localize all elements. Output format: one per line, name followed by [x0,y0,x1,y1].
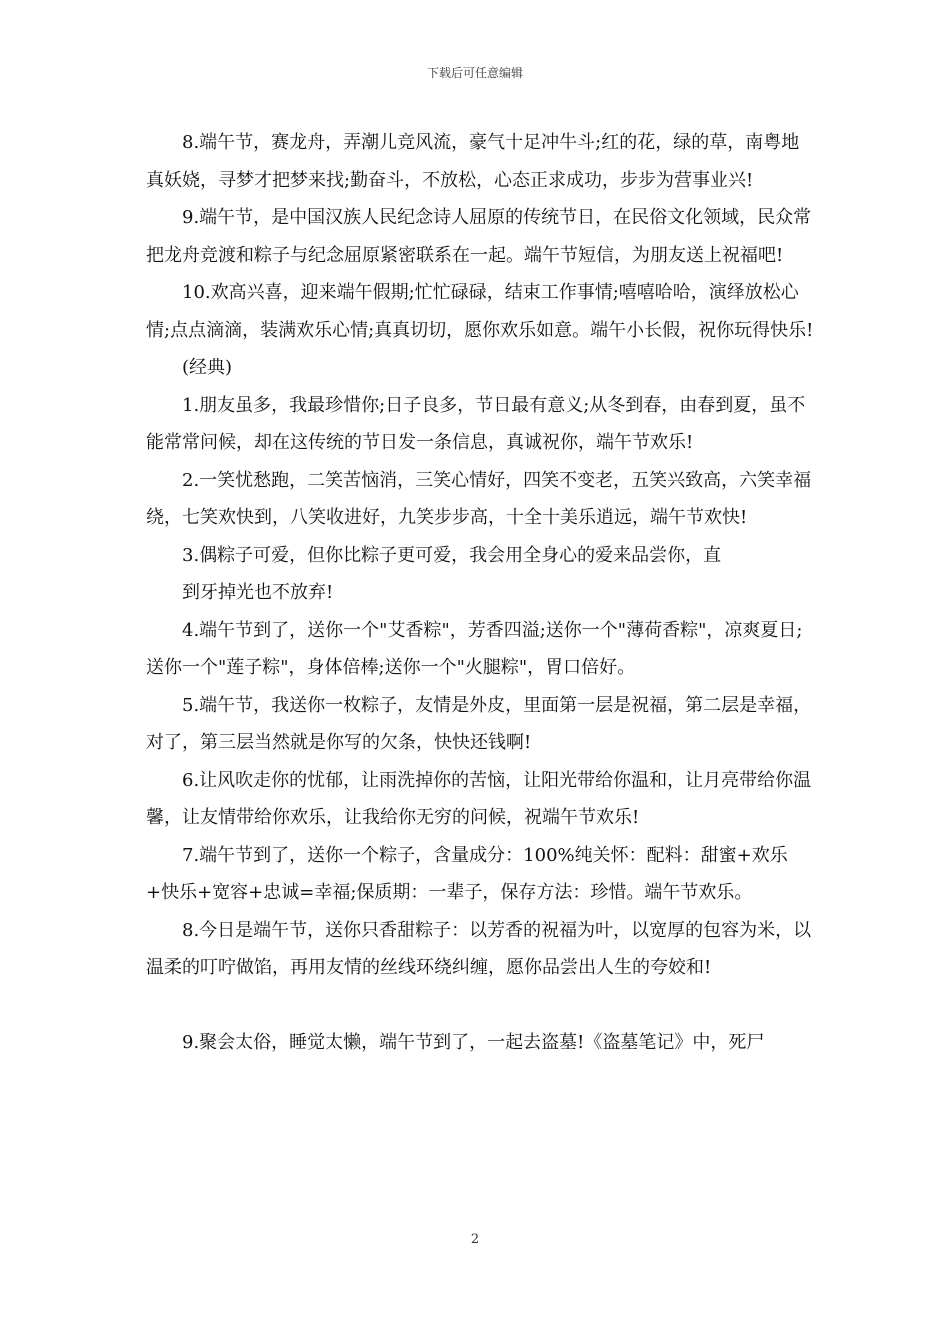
blank-line [146,987,814,1025]
paragraph: 3.偶粽子可爱，但你比粽子更可爱，我会用全身心的爱来品尝你，直 [182,544,722,566]
paragraph: 6.让风吹走你的忧郁，让雨洗掉你的苦恼，让阳光带给你温和，让月亮带给你温馨，让友情带给你欢乐，让我给你无穷的问候，祝端午节欢乐! [146,769,812,828]
paragraph: 8.端午节，赛龙舟，弄潮儿竞风流，豪气十足冲牛斗;红的花，绿的草，南粤地真妖娆，寻梦才把梦来找;勤奋斗，不放松，心态正求成功，步步为营事业兴! [146,132,800,191]
section-heading: (经典) [182,357,233,378]
paragraph: 4.端午节到了，送你一个"艾香粽"，芳香四溢;送你一个"薄荷香粽"，凉爽夏日;送你一个"莲子粽"，身体倍棒;送你一个"火腿粽"，胃口倍好。 [146,619,803,678]
paragraph: 到牙掉光也不放弃! [182,582,334,603]
paragraph: 9.聚会太俗，睡觉太懒，端午节到了，一起去盗墓!《盗墓笔记》中，死尸 [182,1032,765,1053]
page-number: 2 [470,1232,480,1247]
paragraph: 5.端午节，我送你一枚粽子，友情是外皮，里面第一层是祝福，第二层是幸福，对了，第三层当然就是你写的欠条，快快还钱啊! [146,694,812,753]
paragraph: 10.欢高兴喜，迎来端午假期;忙忙碌碌，结束工作事情;嘻嘻哈哈，演绎放松心情;点点滴滴，装满欢乐心情;真真切切，愿你欢乐如意。端午小长假，祝你玩得快乐! [146,282,814,341]
paragraph: 8.今日是端午节，送你只香甜粽子：以芳香的祝福为叶，以宽厚的包容为米，以温柔的叮咛做馅，再用友情的丝线环绕纠缠，愿你品尝出人生的夸姣和! [146,919,812,978]
paragraph: 1.朋友虽多，我最珍惜你;日子良多，节日最有意义;从冬到春，由春到夏，虽不能常常问候，却在这传统的节日发一条信息，真诚祝你，端午节欢乐! [146,394,806,453]
paragraph: 7.端午节到了，送你一个粽子，含量成分：100%纯关怀：配料：甜蜜+欢乐+快乐+宽容+忠诚=幸福;保质期：一辈子，保存方法：珍惜。端午节欢乐。 [146,844,788,903]
page-header: 下载后可任意编辑 [426,66,523,80]
paragraph: 9.端午节，是中国汉族人民纪念诗人屈原的传统节日，在民俗文化领域，民众常把龙舟竞渡和粽子与纪念屈原紧密联系在一起。端午节短信，为朋友送上祝福吧! [146,207,812,266]
document-body [146,124,814,1062]
paragraph: 2.一笑忧愁跑，二笑苦恼消，三笑心情好，四笑不变老，五笑兴致高，六笑幸福绕，七笑欢快到，八笑收进好，九笑步步高，十全十美乐逍远，端午节欢快! [146,469,812,528]
